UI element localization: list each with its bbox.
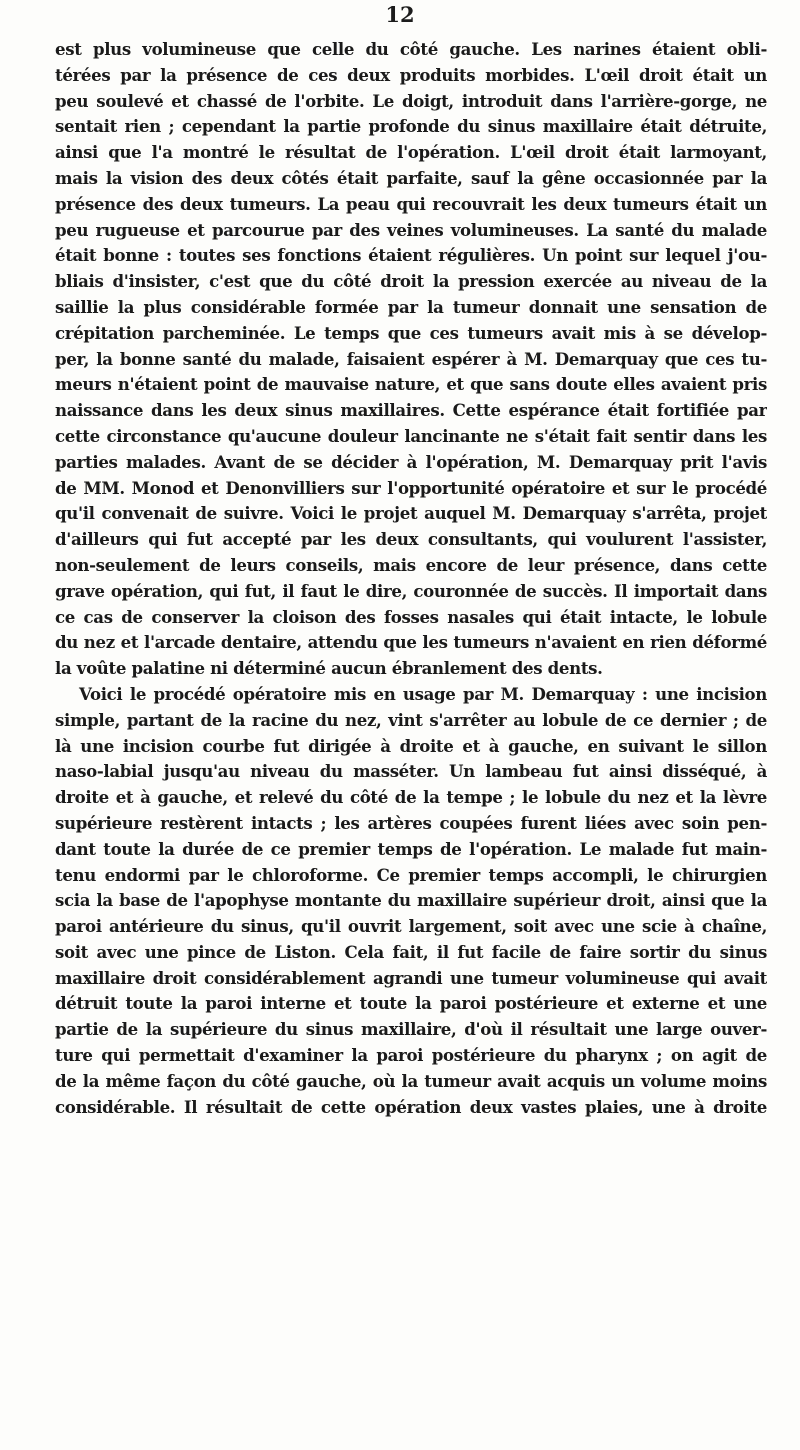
text-line: naissance dans les deux sinus maxillaires. Cette espérance était fortifiée par — [55, 400, 767, 421]
text-line: sentait rien ; cependant la partie profonde du sinus maxillaire était détruite, — [55, 116, 767, 137]
text-line: ainsi que l'a montré le résultat de l'opération. L'œil droit était larmoyant, — [55, 142, 767, 163]
text-line: paroi antérieure du sinus, qu'il ouvrit largement, soit avec une scie à chaîne, — [55, 916, 767, 937]
text-line: maxillaire droit considérablement agrandi une tumeur volumineuse qui avait — [55, 967, 767, 988]
text-line: la voûte palatine ni déterminé aucun ébranlement des dents. — [55, 658, 603, 679]
text-line: Voici le procédé opératoire mis en usage par M. Demarquay : une incision — [79, 683, 767, 704]
text-line: peu soulevé et chassé de l'orbite. Le doigt, introduit dans l'arrière-gorge, ne — [55, 90, 767, 111]
text-line: partie de la supérieure du sinus maxillaire, d'où il résultait une large ouver- — [55, 1019, 767, 1040]
text-line: ce cas de conserver la cloison des fosses nasales qui était intacte, le lobule — [55, 606, 767, 627]
text-line: meurs n'étaient point de mauvaise nature, et que sans doute elles avaient pris — [55, 374, 767, 395]
text-line: du nez et l'arcade dentaire, attendu que les tumeurs n'avaient en rien déformé — [55, 632, 767, 653]
text-line: grave opération, qui fut, il faut le dire, couronnée de succès. Il importait dans — [55, 580, 767, 601]
body-text — [55, 37, 767, 1120]
text-line: simple, partant de la racine du nez, vint s'arrêter au lobule de ce dernier ; de — [55, 709, 767, 730]
text-line: supérieure restèrent intacts ; les artères coupées furent liées avec soin pen- — [55, 812, 767, 833]
page-number: 12 — [385, 2, 415, 27]
text-line: de MM. Monod et Denonvilliers sur l'opportunité opératoire et sur le procédé — [55, 477, 767, 498]
text-line: qu'il convenait de suivre. Voici le projet auquel M. Demarquay s'arrêta, projet — [55, 503, 767, 524]
text-line: était bonne : toutes ses fonctions étaient régulières. Un point sur lequel j'ou- — [55, 245, 767, 266]
text-line: saillie la plus considérable formée par la tumeur donnait une sensation de — [55, 296, 767, 317]
text-line: non-seulement de leurs conseils, mais encore de leur présence, dans cette — [55, 554, 767, 575]
text-line: droite et à gauche, et relevé du côté de la tempe ; le lobule du nez et la lèvre — [55, 787, 767, 808]
text-line: tenu endormi par le chloroforme. Ce premier temps accompli, le chirurgien — [55, 864, 767, 885]
text-line: de la même façon du côté gauche, où la tumeur avait acquis un volume moins — [55, 1070, 767, 1091]
text-line: crépitation parcheminée. Le temps que ces tumeurs avait mis à se dévelop- — [55, 322, 767, 343]
text-line: dant toute la durée de ce premier temps de l'opération. Le malade fut main- — [55, 838, 767, 859]
text-line: là une incision courbe fut dirigée à droite et à gauche, en suivant le sillon — [55, 735, 767, 756]
text-line: ture qui permettait d'examiner la paroi postérieure du pharynx ; on agit de — [55, 1045, 767, 1066]
text-line: scia la base de l'apophyse montante du maxillaire supérieur droit, ainsi que la — [55, 890, 767, 911]
text-line: détruit toute la paroi interne et toute la paroi postérieure et externe et une — [55, 993, 767, 1014]
text-line: cette circonstance qu'aucune douleur lancinante ne s'était fait sentir dans les — [55, 425, 767, 446]
text-line: est plus volumineuse que celle du côté gauche. Les narines étaient obli- — [55, 39, 767, 59]
text-line: per, la bonne santé du malade, faisaient espérer à M. Demarquay que ces tu- — [55, 348, 767, 369]
text-line: considérable. Il résultait de cette opération deux vastes plaies, une à droite — [55, 1096, 767, 1117]
text-line: mais la vision des deux côtés était parfaite, sauf la gêne occasionnée par la — [55, 167, 767, 188]
text-line: présence des deux tumeurs. La peau qui recouvrait les deux tumeurs était un — [55, 193, 767, 214]
text-line: naso-labial jusqu'au niveau du masséter. Un lambeau fut ainsi disséqué, à — [55, 761, 767, 782]
text-line: bliais d'insister, c'est que du côté droit la pression exercée au niveau de la — [55, 271, 767, 292]
text-line: parties malades. Avant de se décider à l'opération, M. Demarquay prit l'avis — [55, 451, 767, 472]
text-line: térées par la présence de ces deux produits morbides. L'œil droit était un — [55, 64, 767, 85]
text-line: soit avec une pince de Liston. Cela fait, il fut facile de faire sortir du sinus — [55, 941, 767, 962]
text-line: peu rugueuse et parcourue par des veines volumineuses. La santé du malade — [55, 219, 767, 240]
text-line: d'ailleurs qui fut accepté par les deux consultants, qui voulurent l'assister, — [55, 529, 767, 550]
